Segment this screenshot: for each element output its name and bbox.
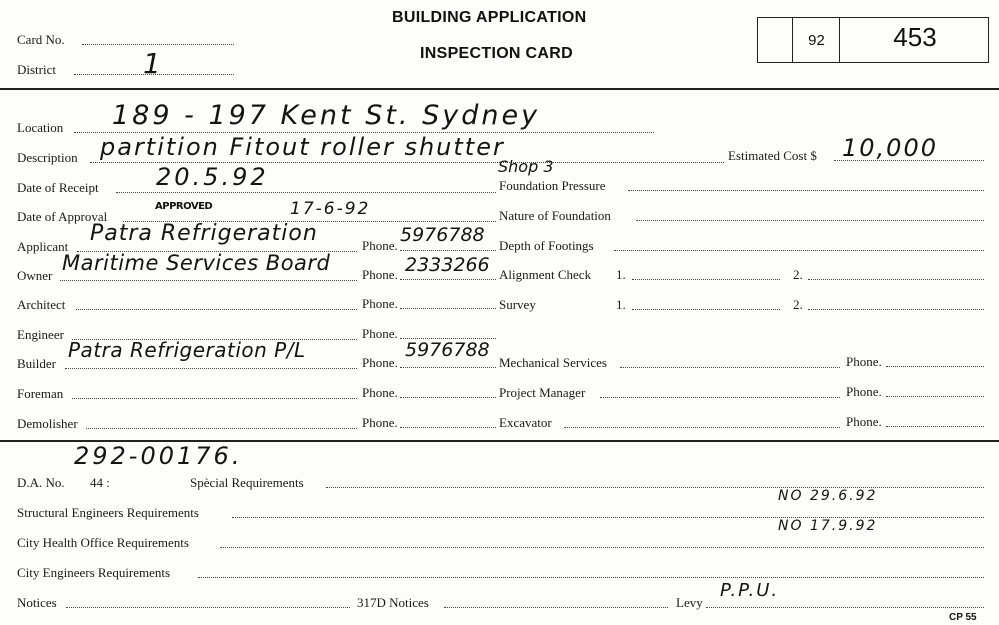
reference-number: 453 [893,22,937,52]
da-value: 44 : [90,475,110,490]
applicant-phone-label: Phone. [362,238,398,253]
engineer-phone-label: Phone. [362,326,398,341]
description-extra: Shop 3 [498,157,554,176]
alignment-num2: 2. [793,267,803,282]
excavator-line [564,427,840,428]
foreman-phone-line [400,397,496,398]
alignment-line-2 [808,279,984,280]
architect-line [76,309,357,310]
excavator-phone-line [886,426,984,427]
owner-line [60,280,357,281]
notices-line [66,607,350,608]
architect-phone-label: Phone. [362,296,398,311]
applicant-phone-line [400,250,496,251]
district-label: District [17,62,56,77]
alignment-check-label: Alignment Check [499,267,592,282]
project-manager-line [600,397,840,398]
depth-footings-label: Depth of Footings [499,238,594,253]
district-value: 1 [143,47,161,80]
project-manager-phone-line [886,396,984,397]
builder-value: Patra Refrigeration P/L [68,338,306,362]
applicant-value: Patra Refrigeration [90,221,318,246]
city-engineers-label: City Engineers Requirements [17,565,171,580]
builder-phone-label: Phone. [362,355,398,370]
owner-label: Owner [17,268,53,283]
survey-line-2 [808,309,984,310]
mechanical-phone-line [886,366,984,367]
foreman-label: Foreman [17,386,64,401]
form-code: CP 55 [949,612,977,623]
foreman-phone-label: Phone. [362,385,398,400]
card-no-line [82,44,234,45]
owner-phone-line [400,279,496,280]
builder-phone-line [400,367,496,368]
builder-phone-value: 5976788 [405,339,490,361]
nature-foundation-line [636,220,984,221]
survey-num2: 2. [793,297,803,312]
notices-317d-line [444,607,668,608]
foundation-pressure-label: Foundation Pressure [499,178,606,193]
date-receipt-value: 20.5.92 [156,163,269,191]
special-note: NO 29.6.92 [778,488,878,504]
foundation-pressure-line [628,190,984,191]
special-line [326,487,984,488]
owner-value: Maritime Services Board [62,251,331,275]
city-engineers-line [198,577,984,578]
depth-footings-line [614,250,984,251]
alignment-num1: 1. [616,267,626,282]
health-line [220,547,984,548]
owner-phone-value: 2333266 [405,254,490,276]
structural-label: Structural Engineers Requirements [17,505,199,520]
da-handwritten: 292-00176. [74,442,243,470]
structural-note: NO 17.9.92 [778,518,878,534]
excavator-label: Excavator [499,415,552,430]
excavator-phone-label: Phone. [846,414,882,429]
applicant-label: Applicant [17,239,69,254]
estimated-cost-label: Estimated Cost $ [728,148,817,163]
description-label: Description [17,150,78,165]
date-approval-label: Date of Approval [17,209,108,224]
date-receipt-line [116,192,496,193]
reference-year: 92 [808,32,825,49]
levy-line [706,607,984,608]
alignment-line-1 [632,279,780,280]
da-label: D.A. No. [17,475,65,490]
location-label: Location [17,120,64,135]
nature-foundation-label: Nature of Foundation [499,208,611,223]
survey-num1: 1. [616,297,626,312]
applicant-phone-value: 5976788 [400,224,485,246]
project-manager-label: Project Manager [499,385,586,400]
mechanical-line [620,367,840,368]
title-line1: BUILDING APPLICATION [392,9,587,26]
survey-line-1 [632,309,780,310]
approval-stamp: APPROVED [155,201,213,212]
title-line2: INSPECTION CARD [420,45,573,62]
demolisher-line [86,428,357,429]
date-receipt-label: Date of Receipt [17,180,99,195]
mechanical-label: Mechanical Services [499,355,607,370]
builder-line [65,368,357,369]
owner-phone-label: Phone. [362,267,398,282]
special-label: Spècial Requirements [190,475,304,490]
card-no-label: Card No. [17,32,65,47]
levy-value: P.P.U. [720,580,780,601]
date-approval-value: 17-6-92 [290,199,371,219]
health-label: City Health Office Requirements [17,535,189,550]
reference-divider-1 [792,17,793,63]
demolisher-phone-line [400,427,496,428]
architect-phone-line [400,308,496,309]
estimated-cost-value: 10,000 [842,134,938,162]
survey-label: Survey [499,297,536,312]
levy-label: Levy [676,595,703,610]
notices-317d-label: 317D Notices [357,595,429,610]
engineer-label: Engineer [17,327,64,342]
architect-label: Architect [17,297,66,312]
builder-label: Builder [17,356,56,371]
mechanical-phone-label: Phone. [846,354,882,369]
top-rule [0,88,999,90]
location-value: 189 - 197 Kent St. Sydney [112,100,541,131]
project-manager-phone-label: Phone. [846,384,882,399]
notices-label: Notices [17,595,57,610]
demolisher-label: Demolisher [17,416,78,431]
foreman-line [72,398,357,399]
description-value: partition Fitout roller shutter [100,133,505,161]
demolisher-phone-label: Phone. [362,415,398,430]
